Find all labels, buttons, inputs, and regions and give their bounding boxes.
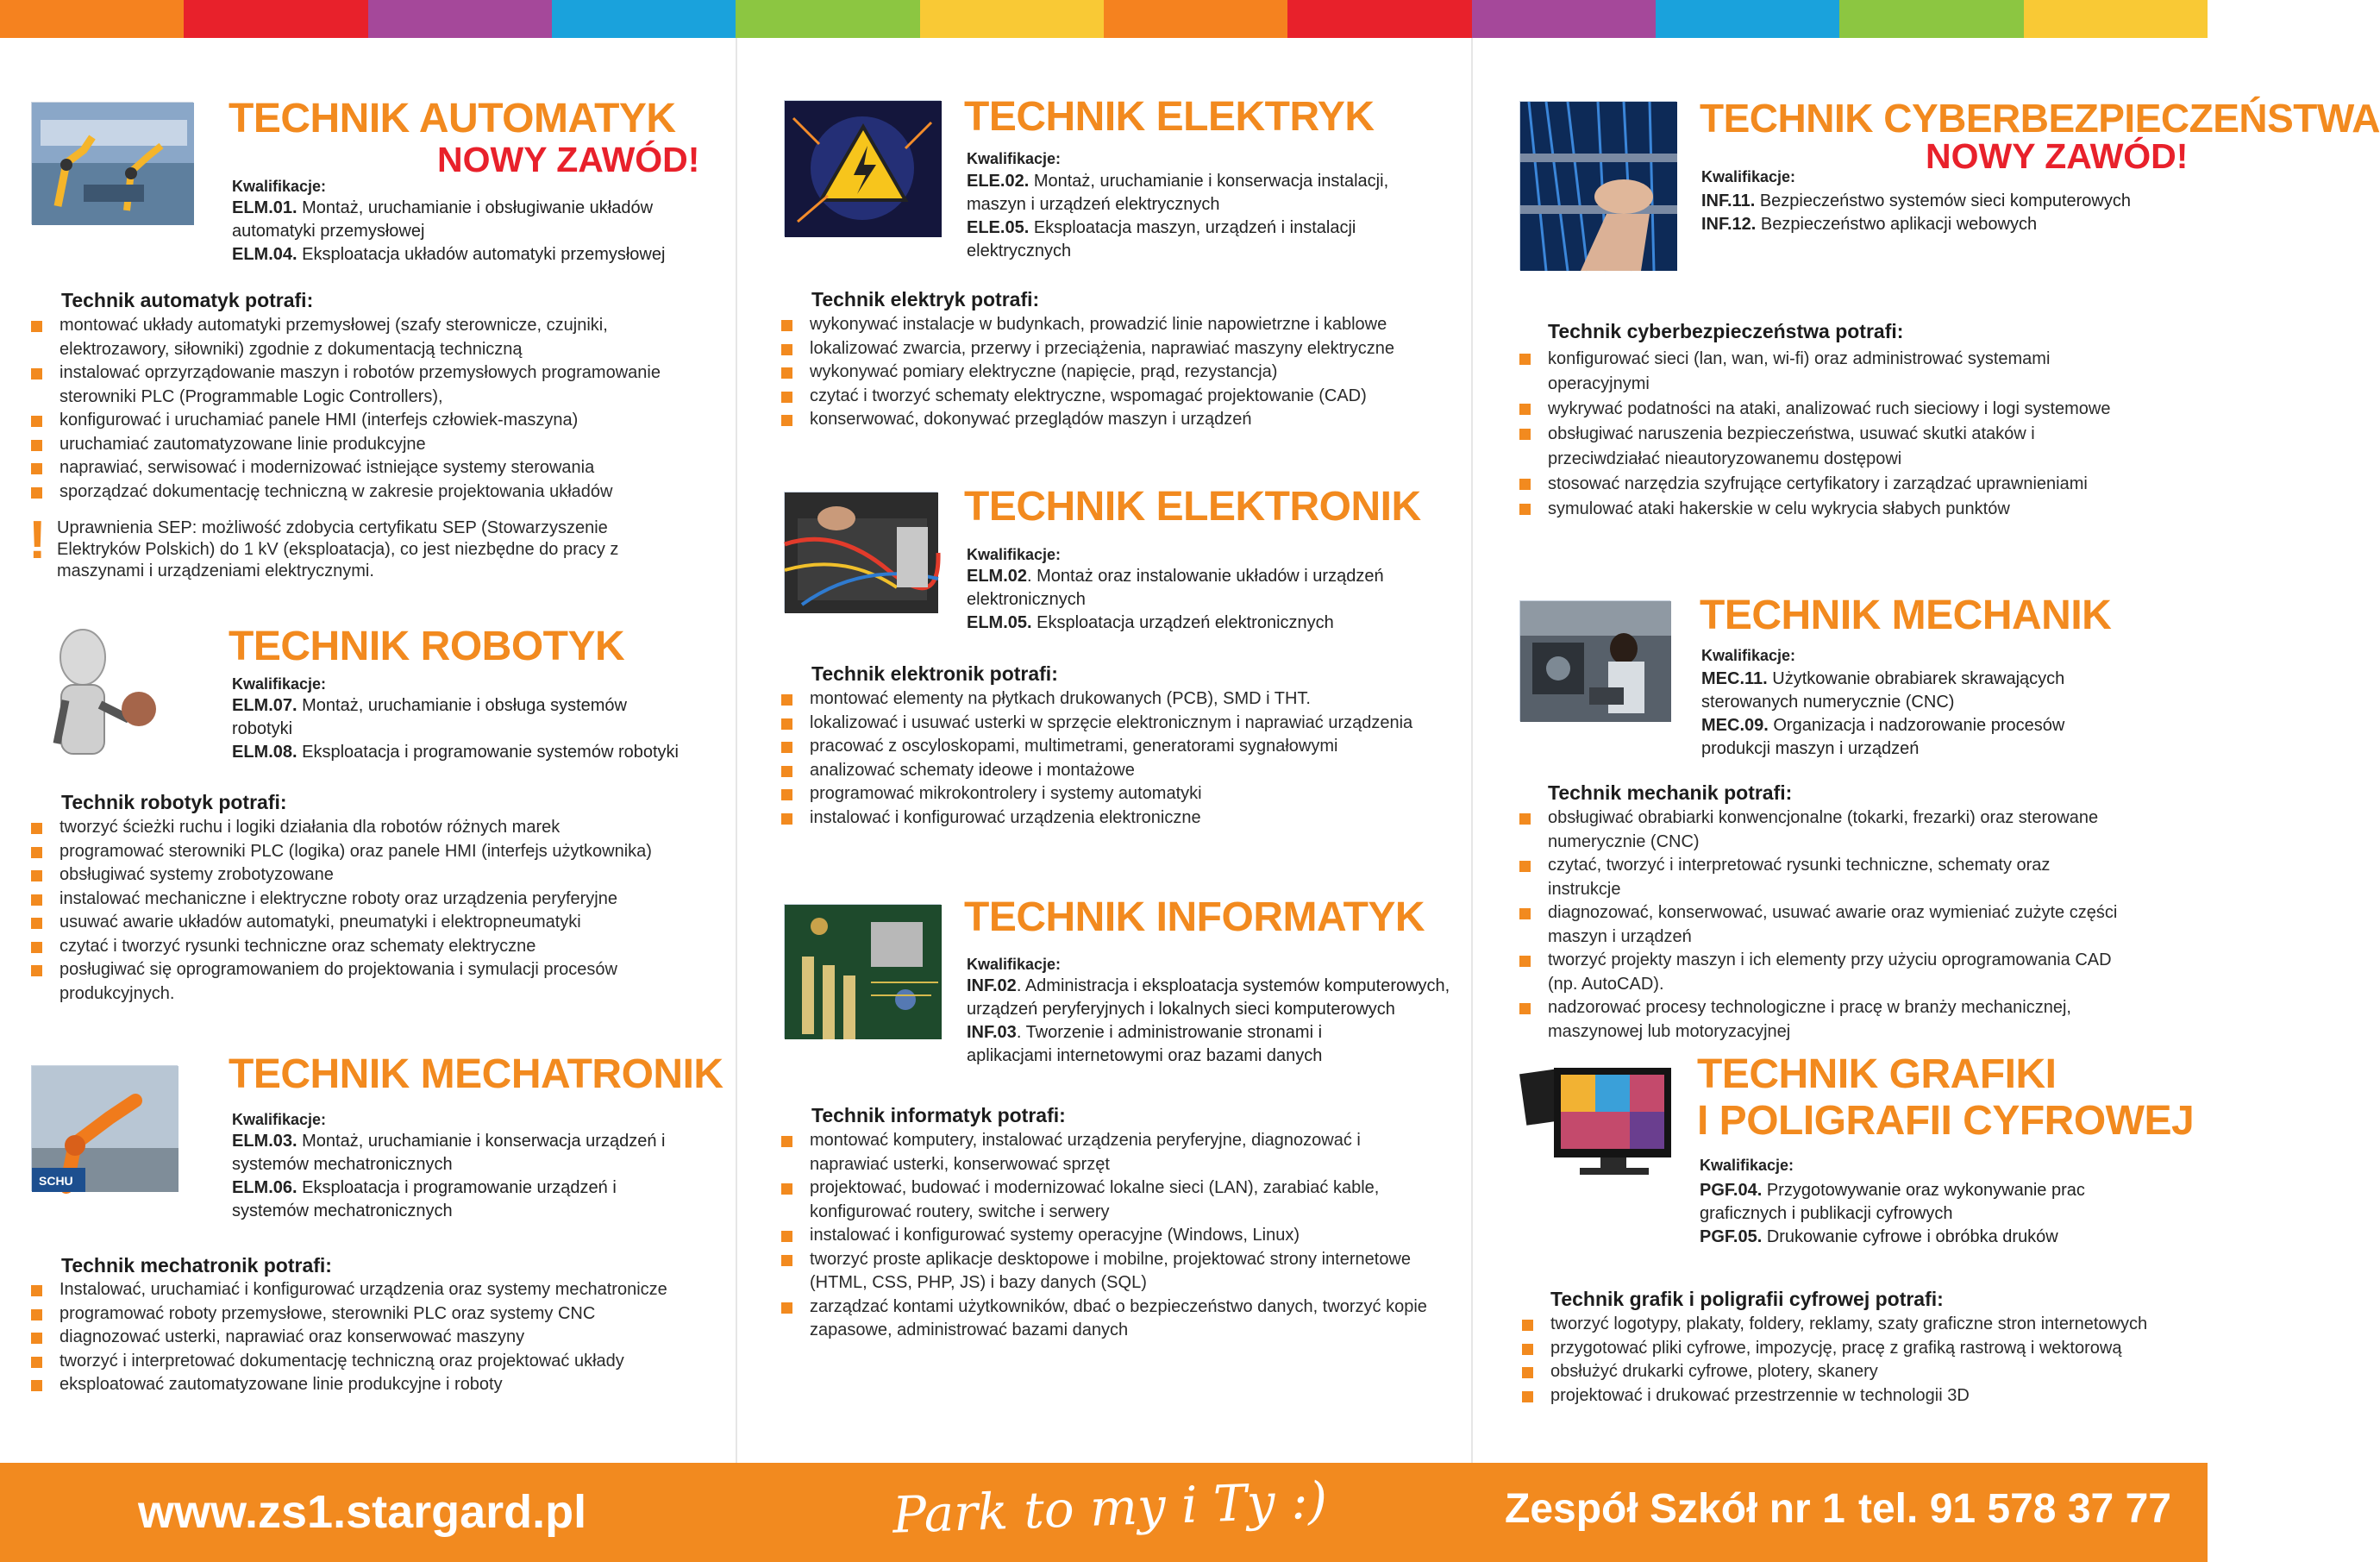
skills-heading: Technik elektronik potrafi: — [811, 662, 1058, 685]
color-strip-segment — [736, 0, 919, 38]
skill-item: wykonywać pomiary elektryczne (napięcie, prąd, rezystancja) — [781, 361, 1462, 385]
skills-list — [1519, 806, 2123, 1044]
qualification-list — [967, 975, 1458, 1068]
qualifications-label: Kwalifikacje: — [967, 956, 1062, 973]
skill-item: tworzyć proste aplikacje desktopowe i mobilne, projektować strony internetowe (HTML, CSS, PHP, JS) i bazy danych (SQL) — [781, 1248, 1432, 1295]
footer-bar — [0, 1463, 2208, 1562]
section-title: TECHNIK INFORMATYK — [964, 894, 1425, 940]
skill-item: nadzorować procesy technologiczne i pracę w branży mechanicznej, maszynowej lub motoryzacyjnej — [1519, 996, 2123, 1044]
skills-list — [1522, 1313, 2203, 1408]
skill-item: zarządzać kontami użytkowników, dbać o bezpieczeństwo danych, tworzyć kopie zapasowe, administrować bazami danych — [781, 1295, 1432, 1343]
skill-item: instalować i konfigurować systemy operacyjne (Windows, Linux) — [781, 1224, 1432, 1248]
skill-item: analizować schematy ideowe i montażowe — [781, 759, 1462, 783]
skill-item: programować sterowniki PLC (logika) oraz panele HMI (interfejs użytkownika) — [31, 840, 712, 864]
qualification-list — [232, 694, 715, 764]
skill-item: pracować z oscyloskopami, multimetrami, generatorami sygnałowymi — [781, 735, 1462, 759]
qualifications-label: Kwalifikacje: — [232, 675, 327, 693]
skills-heading: Technik mechatronik potrafi: — [61, 1254, 332, 1277]
section-title: TECHNIK CYBERBEZPIECZEŃSTWA — [1700, 96, 2380, 141]
skills-heading: Technik grafik i poligrafii cyfrowej potrafi: — [1550, 1288, 1944, 1310]
skills-list — [1519, 347, 2140, 522]
skill-item: tworzyć i interpretować dokumentację techniczną oraz projektować układy — [31, 1350, 721, 1374]
skill-item: projektować i drukować przestrzennie w technologii 3D — [1522, 1384, 2203, 1408]
color-strip-segment — [920, 0, 1104, 38]
section-title: TECHNIK MECHATRONIK — [229, 1051, 723, 1097]
skill-item: czytać, tworzyć i interpretować rysunki techniczne, schematy oraz instrukcje — [1519, 854, 2123, 901]
qualifications-label: Kwalifikacje: — [1701, 647, 1796, 664]
skill-item: lokalizować zwarcia, przerwy i przeciążenia, naprawiać maszyny elektryczne — [781, 337, 1462, 361]
skill-item: posługiwać się oprogramowaniem do projektowania i symulacji procesów produkcyjnych. — [31, 958, 712, 1006]
skills-heading: Technik elektryk potrafi: — [811, 288, 1040, 311]
skill-item: montować komputery, instalować urządzenia peryferyjne, diagnozować i naprawiać usterki, konserwować sprzęt — [781, 1129, 1432, 1176]
section-title-line-2: I POLIGRAFII CYFROWEJ — [1697, 1098, 2195, 1144]
color-strip-segment — [1104, 0, 1287, 38]
qualifications-label: Kwalifikacje: — [967, 546, 1062, 563]
skill-item: programować roboty przemysłowe, sterowniki PLC oraz systemy CNC — [31, 1302, 721, 1327]
industrial-robot-arm-photo — [31, 1065, 178, 1191]
qualification-list — [1700, 1179, 2148, 1249]
qualification-list — [232, 1130, 698, 1223]
skill-item: obsługiwać naruszenia bezpieczeństwa, usuwać skutki ataków i przeciwdziałać nieautoryzowanemu dostępowi — [1519, 422, 2140, 472]
section-title: TECHNIK ELEKTRYK — [964, 94, 1375, 140]
skill-item: wykrywać podatności na ataki, analizować ruch sieciowy i logi systemowe — [1519, 397, 2140, 422]
qualification-list — [967, 565, 1432, 635]
skill-item: obsłużyć drukarki cyfrowe, plotery, skanery — [1522, 1360, 2203, 1384]
android-robot-photo — [31, 623, 164, 761]
cnc-machine-photo — [1519, 600, 1670, 721]
skill-item: naprawiać, serwisować i modernizować istniejące systemy sterowania — [31, 456, 669, 480]
skill-item: tworzyć logotypy, plakaty, foldery, reklamy, szaty graficzne stron internetowych — [1522, 1313, 2203, 1337]
skill-item: obsługiwać obrabiarki konwencjonalne (tokarki, frezarki) oraz sterowane numerycznie (CNC) — [1519, 806, 2123, 854]
skills-heading: Technik informatyk potrafi: — [811, 1104, 1066, 1126]
section-title: TECHNIK AUTOMATYK — [229, 96, 676, 141]
skills-heading: Technik robotyk potrafi: — [61, 791, 287, 813]
skills-heading: Technik cyberbezpieczeństwa potrafi: — [1548, 320, 1904, 342]
color-strip-segment — [2024, 0, 2208, 38]
skill-item: stosować narzędzia szyfrujące certyfikatory i zarządzać uprawnieniami — [1519, 472, 2140, 497]
skill-item: tworzyć projekty maszyn i ich elementy przy użyciu oprogramowania CAD (np. AutoCAD). — [1519, 949, 2123, 996]
skills-heading: Technik automatyk potrafi: — [61, 289, 314, 311]
exclamation-icon: ! — [28, 511, 47, 570]
qualification-item: PGF.04. Przygotowywanie oraz wykonywanie prac graficznych i publikacji cyfrowych — [1700, 1181, 2085, 1223]
electronics-wiring-photo — [784, 492, 937, 612]
qualification-item: INF.02. Administracja i eksploatacja systemów komputerowych, urządzeń peryferyjnych i lokalnych sieci komputerowych — [967, 976, 1450, 1019]
skill-item: instalować oprzyrządowanie maszyn i robotów przemysłowych programowanie sterowniki PLC (Programmable Logic Controllers), — [31, 361, 669, 409]
qualifications-label: Kwalifikacje: — [232, 1111, 327, 1128]
website-link[interactable]: www.zs1.stargard.pl — [138, 1486, 587, 1538]
qualifications-label: Kwalifikacje: — [967, 150, 1062, 167]
qualification-item: ELE.02. Montaż, uruchamianie i konserwacja instalacji, maszyn i urządzeń elektrycznych — [967, 172, 1389, 214]
skill-item: sporządzać dokumentację techniczną w zakresie projektowania układów — [31, 480, 669, 505]
column-divider — [1471, 38, 1473, 1463]
qualification-item: ELM.01. Montaż, uruchamianie i obsługiwanie układów automatyki przemysłowej — [232, 198, 654, 241]
skill-item: konfigurować sieci (lan, wan, wi-fi) oraz administrować systemami operacyjnymi — [1519, 347, 2140, 397]
color-strip-segment — [1839, 0, 2023, 38]
skill-item: diagnozować, konserwować, usuwać awarie oraz wymieniać zużyte części maszyn i urządzeń — [1519, 901, 2123, 949]
qualification-list — [1701, 190, 2193, 236]
motherboard-photo — [784, 904, 941, 1038]
skill-item: usuwać awarie układów automatyki, pneumatyki i elektropneumatyki — [31, 911, 712, 935]
qualification-item: PGF.05. Drukowanie cyfrowe i obróbka druków — [1700, 1227, 2058, 1246]
skill-item: obsługiwać systemy zrobotyzowane — [31, 863, 712, 888]
school-name: Zespół Szkół nr 1 — [1505, 1486, 1845, 1532]
skill-item: tworzyć ścieżki ruchu i logiki działania dla robotów różnych marek — [31, 816, 712, 840]
skill-item: montować układy automatyki przemysłowej (szafy sterownicze, czujniki, elektrozawory, siłowniki) zgodnie z dokumentacją techniczną — [31, 314, 669, 361]
qualification-item: MEC.11. Użytkowanie obrabiarek skrawających sterowanych numerycznie (CNC) — [1701, 669, 2065, 712]
skill-item: wykonywać instalacje w budynkach, prowadzić linie napowietrzne i kablowe — [781, 313, 1462, 337]
automation-robots-photo — [31, 102, 193, 224]
skill-item: instalować i konfigurować urządzenia elektroniczne — [781, 806, 1462, 831]
skills-list — [781, 313, 1462, 432]
new-profession-tag: NOWY ZAWÓD! — [437, 140, 700, 179]
skill-item: czytać i tworzyć rysunki techniczne oraz schematy elektryczne — [31, 935, 712, 959]
qualifications-label: Kwalifikacje: — [1700, 1157, 1794, 1174]
qualification-item: ELM.07. Montaż, uruchamianie i obsługa systemów robotyki — [232, 696, 627, 738]
color-strip-segment — [1656, 0, 1839, 38]
qualification-item: ELM.04. Eksploatacja układów automatyki przemysłowej — [232, 245, 666, 264]
skill-item: uruchamiać zautomatyzowane linie produkcyjne — [31, 433, 669, 457]
skill-item: projektować, budować i modernizować lokalne sieci (LAN), zarabiać kable, konfigurować routery, switche i serwery — [781, 1176, 1432, 1224]
sep-note: ! Uprawnienia SEP: możliwość zdobycia certyfikatu SEP (Stowarzyszenie Elektryków Polskich) do 1 kV (eksploatacja), co jest niezbędne do pracy z maszynami i urządzeniami elektrycznymi. — [28, 511, 619, 580]
skills-list — [781, 687, 1462, 830]
skill-item: instalować mechaniczne i elektryczne roboty oraz urządzenia peryferyjne — [31, 888, 712, 912]
section-title: TECHNIK ELEKTRONIK — [964, 484, 1421, 530]
qualification-list — [1701, 668, 2150, 761]
skill-item: konserwować, dokonywać przeglądów maszyn i urządzeń — [781, 408, 1462, 432]
skill-item: symulować ataki hakerskie w celu wykrycia słabych punktów — [1519, 497, 2140, 522]
qualification-item: ELM.03. Montaż, uruchamianie i konserwacja urządzeń i systemów mechatronicznych — [232, 1132, 666, 1174]
skills-heading: Technik mechanik potrafi: — [1548, 781, 1793, 804]
skills-list — [781, 1129, 1432, 1343]
section-title: TECHNIK ROBOTYK — [229, 624, 625, 669]
section-title: TECHNIK MECHANIK — [1700, 593, 2112, 638]
new-profession-tag: NOWY ZAWÓD! — [1926, 136, 2189, 176]
qualification-item: INF.12. Bezpieczeństwo aplikacji webowych — [1701, 215, 2038, 234]
qualification-item: INF.03. Tworzenie i administrowanie stronami i aplikacjami internetowymi oraz bazami danych — [967, 1023, 1323, 1065]
qualifications-label: Kwalifikacje: — [232, 178, 327, 195]
color-strip-segment — [1472, 0, 1656, 38]
qualifications-label: Kwalifikacje: — [1701, 168, 1796, 185]
qualification-item: INF.11. Bezpieczeństwo systemów sieci komputerowych — [1701, 191, 2131, 210]
skill-item: eksploatować zautomatyzowane linie produkcyjne i roboty — [31, 1373, 721, 1397]
svg-text:SCHU: SCHU — [39, 1174, 73, 1188]
qualification-item: ELE.05. Eksploatacja maszyn, urządzeń i instalacji elektrycznych — [967, 218, 1356, 260]
skill-item: programować mikrokontrolery i systemy automatyki — [781, 782, 1462, 806]
skills-list — [31, 1278, 721, 1397]
qualification-item: ELM.06. Eksploatacja i programowanie urządzeń i systemów mechatronicznych — [232, 1178, 617, 1220]
skill-item: diagnozować usterki, naprawiać oraz konserwować maszyny — [31, 1326, 721, 1350]
monitor-graphics-photo — [1519, 1061, 1676, 1180]
section-title: TECHNIK GRAFIKI — [1697, 1051, 2057, 1097]
network-cables-photo — [1519, 101, 1676, 270]
section-technik-automatyk — [0, 0, 736, 604]
skill-item: przygotować pliki cyfrowe, impozycję, pracę z grafiką rastrową i wektorową — [1522, 1337, 2203, 1361]
color-strip-segment — [1287, 0, 1471, 38]
qualification-item: ELM.02. Montaż oraz instalowanie układów i urządzeń elektronicznych — [967, 567, 1384, 609]
qualification-item: ELM.08. Eksploatacja i programowanie systemów robotyki — [232, 743, 679, 762]
qualification-item: MEC.09. Organizacja i nadzorowanie procesów produkcji maszyn i urządzeń — [1701, 716, 2065, 758]
skills-list — [31, 314, 669, 504]
handwritten-slogan: Park to my i Ty :) — [891, 1471, 1329, 1545]
qualification-list — [232, 197, 702, 267]
electric-hazard-photo — [784, 100, 941, 236]
qualification-list — [967, 170, 1432, 263]
skill-item: lokalizować i usuwać usterki w sprzęcie elektronicznym i naprawiać urządzenia — [781, 712, 1462, 736]
skill-item: czytać i tworzyć schematy elektryczne, wspomagać projektowanie (CAD) — [781, 385, 1462, 409]
skill-item: montować elementy na płytkach drukowanych (PCB), SMD i THT. — [781, 687, 1462, 712]
column-divider — [736, 38, 737, 1463]
skill-item: Instalować, uruchamiać i konfigurować urządzenia oraz systemy mechatronicze — [31, 1278, 721, 1302]
skills-list — [31, 816, 712, 1006]
phone-number[interactable]: tel. 91 578 37 77 — [1858, 1486, 2171, 1532]
qualification-item: ELM.05. Eksploatacja urządzeń elektronicznych — [967, 613, 1334, 632]
skill-item: konfigurować i uruchamiać panele HMI (interfejs człowiek-maszyna) — [31, 409, 669, 433]
